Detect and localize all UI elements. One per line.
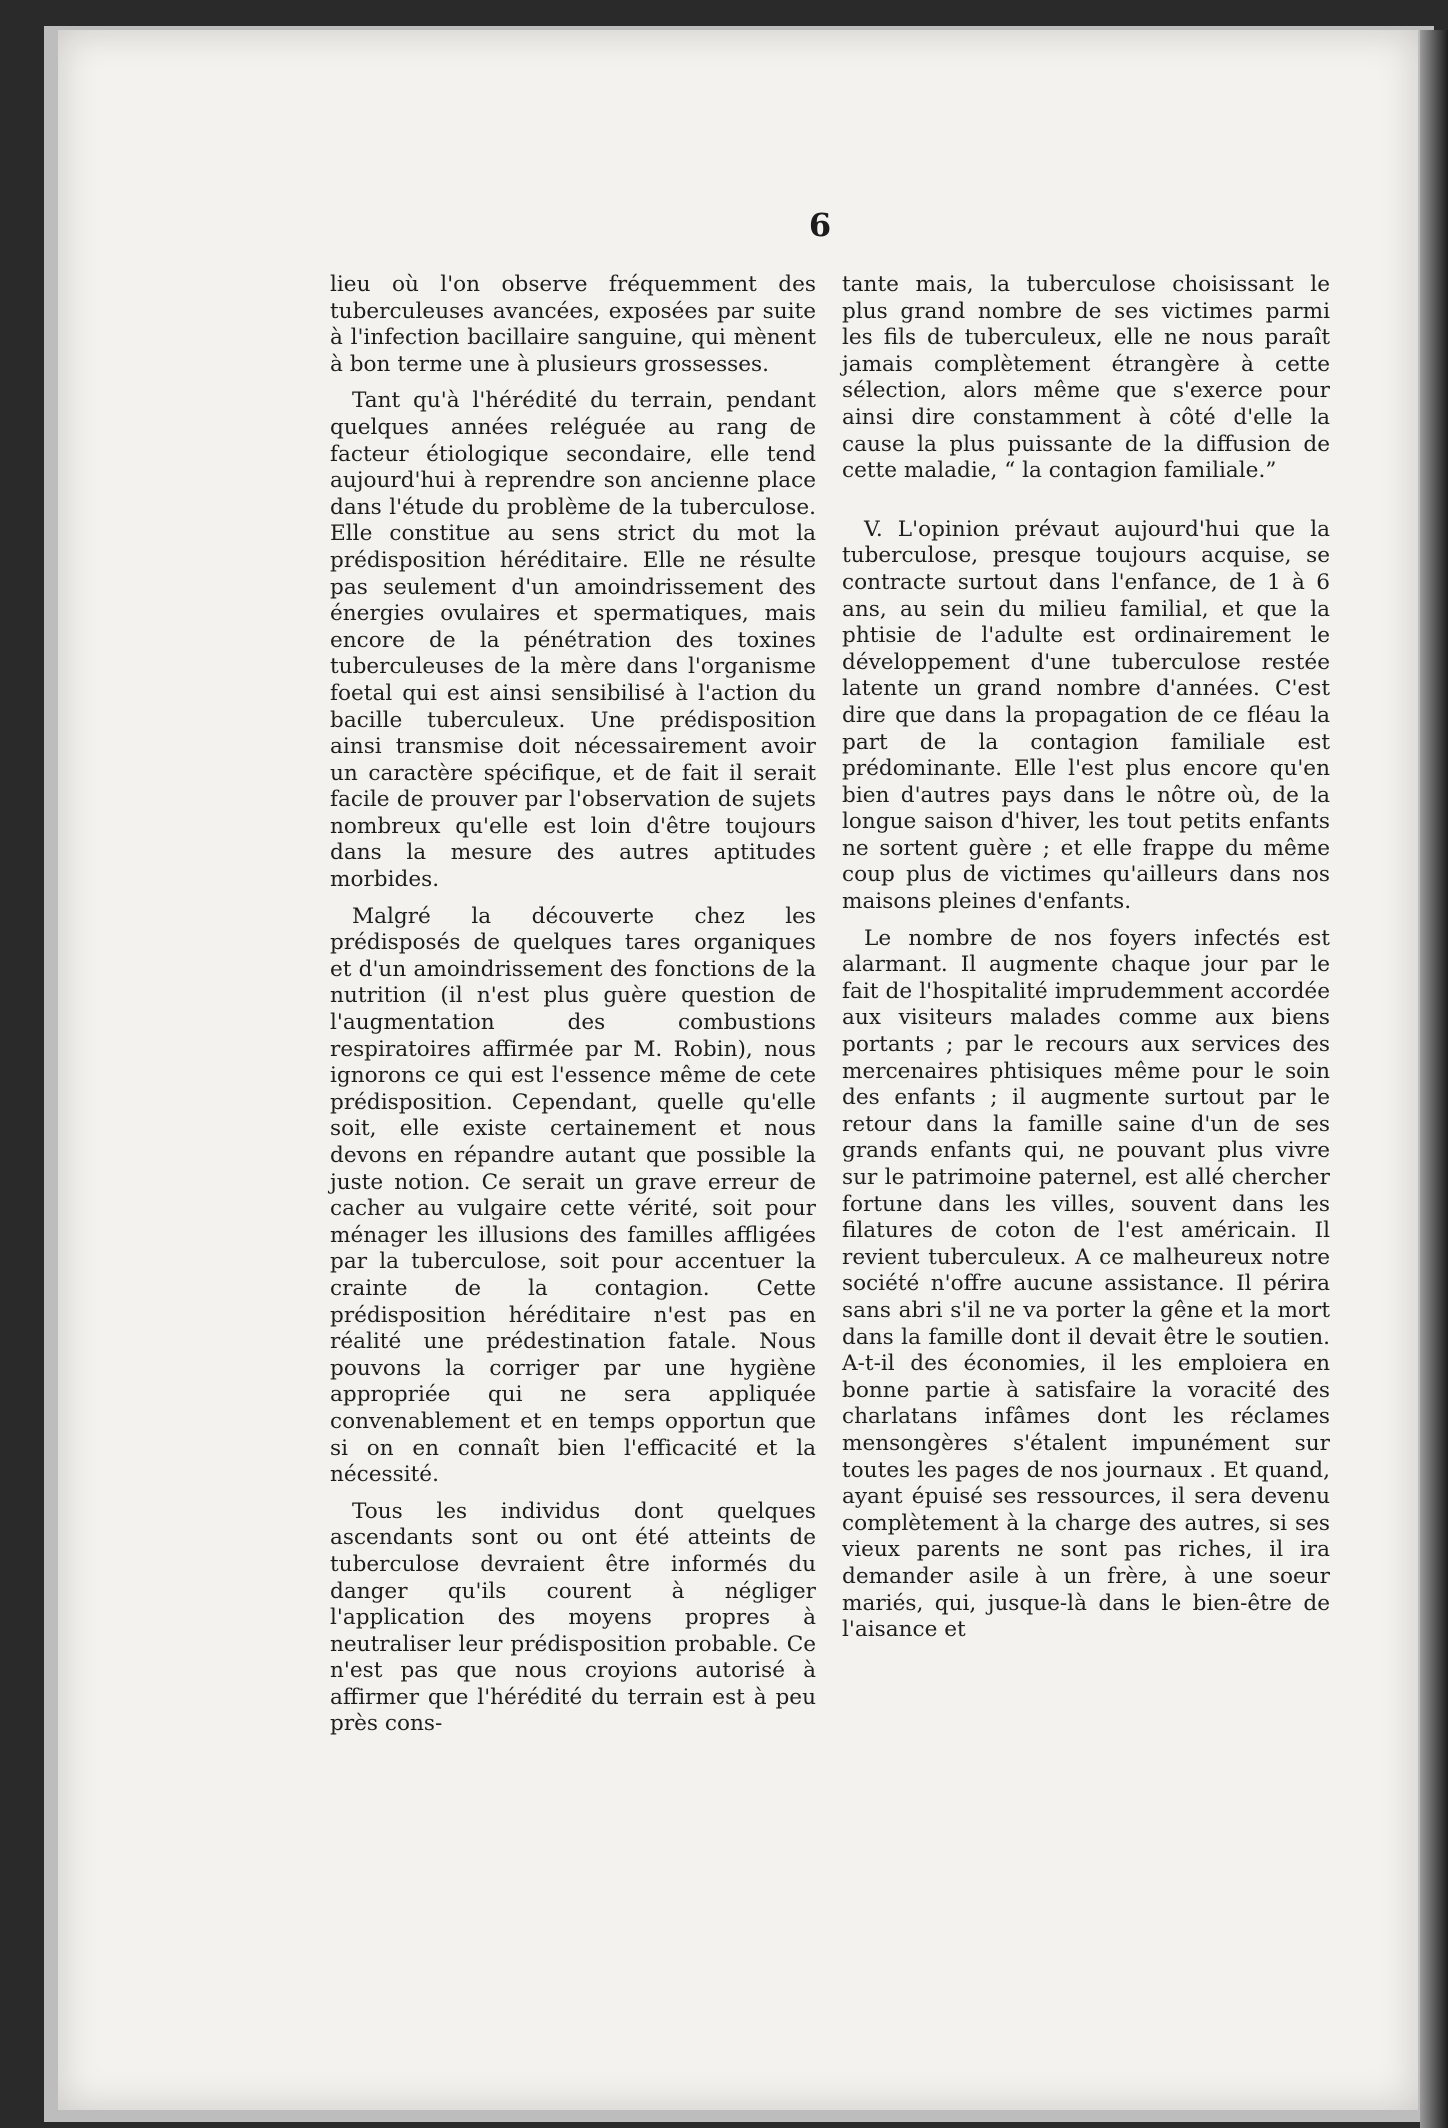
paragraph: Le nombre de nos foyers infectés est alarmant. Il augmente chaque jour par le fait de l'hospitalité imprudemment accordée aux visiteurs malades comme aux biens portants ; par le recours aux services des mercenaires phtisiques même pour le soin des enfants ; il augmente surtout par le retour dans la famille saine d'un de ses grands enfants qui, ne pouvant plus vivre sur le patrimoine paternel, est allé chercher fortune dans les villes, souvent dans les filatures de coton de l'est américain. Il revient tuberculeux. A ce malheureux notre société n'offre aucune assistance. Il périra sans abri s'il ne va porter la gêne et la mort dans la famille dont il devait être le soutien. A-t-il des économies, il les emploiera en bonne partie à satisfaire la voracité des charlatans infâmes dont les réclames mensongères s'étalent impunément sur toutes les pages de nos journaux . Et quand, ayant épuisé ses ressources, il sera devenu complètement à la charge des autres, si ses vieux parents ne sont pas riches, il ira demander asile à un frère, à une soeur mariés, qui, jusque-là dans le bien-être de l'aisance et <box>842 925 1330 1643</box>
paragraph: Malgré la découverte chez les prédisposés de quelques tares organiques et d'un amoindrissement des fonctions de la nutrition (il n'est plus guère question de l'augmentation des combustions respiratoires affirmée par M. Robin), nous ignorons ce qui est l'essence même de cete prédisposition. Cependant, quelle qu'elle soit, elle existe certainement et nous devons en répandre autant que possible la juste notion. Ce serait un grave erreur de cacher au vulgaire cette vérité, soit pour ménager les illusions des familles affligées par la tuberculose, soit pour accentuer la crainte de la contagion. Cette prédisposition héréditaire n'est pas en réalité une prédestination fatale. Nous pouvons la corriger par une hygiène appropriée qui ne sera appliquée convenablement et en temps opportun que si on en connaît bien l'efficacité et la nécessité. <box>330 903 816 1488</box>
left-column <box>330 272 816 1748</box>
paragraph: Tous les individus dont quelques ascendants sont ou ont été atteints de tuberculose devraient être informés du danger qu'ils courent à négliger l'application des moyens propres à neutraliser leur prédisposition probable. Ce n'est pas que nous croyions autorisé à affirmer que l'hérédité du terrain est à peu près cons- <box>330 1498 816 1737</box>
page-edge <box>1420 30 1448 2128</box>
paragraph: Tant qu'à l'hérédité du terrain, pendant quelques années reléguée au rang de facteur étiologique secondaire, elle tend aujourd'hui à reprendre son ancienne place dans l'étude du problème de la tuberculose. Elle constitue au sens strict du mot la prédisposition héréditaire. Elle ne résulte pas seulement d'un amoindrissement des énergies ovulaires et spermatiques, mais encore de la pénétration des toxines tuberculeuses de la mère dans l'organisme foetal qui est ainsi sensibilisé à l'action du bacille tuberculeux. Une prédisposition ainsi transmise doit nécessairement avoir un caractère spécifique, et de fait il serait facile de prouver par l'observation de sujets nombreux qu'elle est loin d'être toujours dans la mesure des autres aptitudes morbides. <box>330 388 816 893</box>
paragraph: lieu où l'on observe fréquemment des tuberculeuses avancées, exposées par suite à l'infection bacillaire sanguine, qui mènent à bon terme une à plusieurs grossesses. <box>330 272 816 377</box>
section-paragraph: V. L'opinion prévaut aujourd'hui que la tuberculose, presque toujours acquise, se contracte surtout dans l'enfance, de 1 à 6 ans, au sein du milieu familial, et que la phtisie de l'adulte est ordinairement le développement d'une tuberculose restée latente un grand nombre d'années. C'est dire que dans la propagation de ce fléau la part de la contagion familiale est prédominante. Elle l'est plus encore qu'en bien d'autres pays dans le nôtre où, de la longue saison d'hiver, les tout petits enfants ne sortent guère ; et elle frappe du même coup plus de victimes qu'ailleurs dans nos maisons pleines d'enfants. <box>842 516 1330 915</box>
right-column <box>842 272 1330 1654</box>
page-number: 6 <box>808 206 832 244</box>
paragraph: tante mais, la tuberculose choisissant le plus grand nombre de ses victimes parmi les fils de tuberculeux, elle ne nous paraît jamais complètement étrangère à cette sélection, alors même que s'exerce pour ainsi dire constamment à côté d'elle la cause la plus puissante de la diffusion de cette maladie, “ la contagion familiale.” <box>842 272 1330 484</box>
